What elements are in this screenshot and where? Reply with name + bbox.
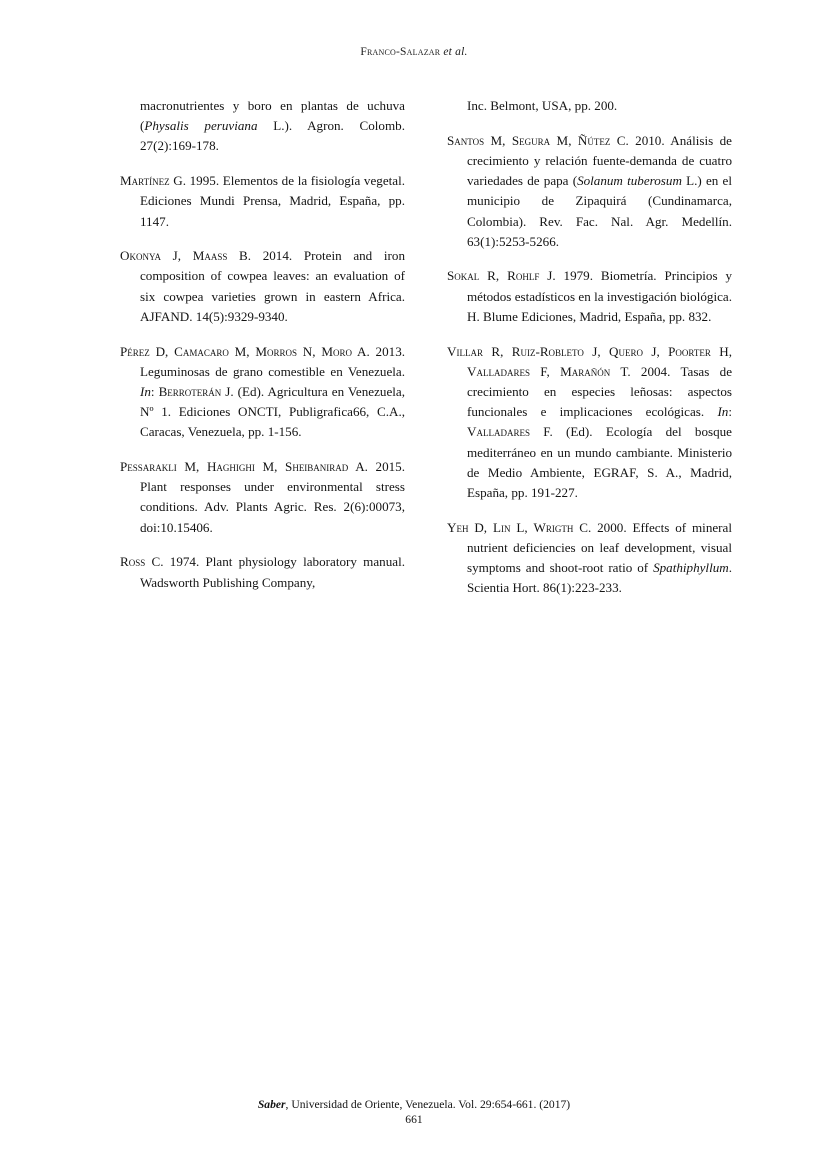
reference-italic-text: Physalis peruviana: [144, 118, 258, 134]
running-header: [0, 46, 828, 58]
reference-author-name: Villar: [447, 343, 483, 359]
reference-text: G. 1995. Elementos de la fisiología vegetal. Ediciones Mundi Prensa, Madrid, España, pp. 1147.: [140, 173, 405, 229]
reference-entry: [447, 131, 732, 252]
reference-text: L.) en el municipio de Zipaquirá (Cundinamarca, Colombia). Rev. Fac. Nal. Agr. Medellín. 63(1):5253-5266.: [467, 173, 732, 249]
references-columns: [120, 96, 732, 598]
right-column: [447, 96, 732, 598]
reference-text: F. (Ed). Ecología del bosque mediterráneo en un mundo cambiante. Ministerio de Medio Ambiente, EGRAF, S. A., Madrid, España, pp. 191-227.: [467, 424, 732, 500]
reference-author-name: Poorter: [668, 343, 711, 359]
reference-text: M,: [254, 459, 286, 475]
reference-text: J,: [160, 248, 193, 264]
reference-author-name: Valladares: [467, 424, 530, 440]
reference-entry: [447, 342, 732, 504]
running-header-etal: et al.: [443, 46, 468, 58]
reference-entry: [120, 457, 405, 538]
left-column: [120, 96, 405, 598]
reference-text: C. 1974. Plant physiology laboratory manual. Wadsworth Publishing Company,: [140, 554, 405, 590]
reference-italic-text: Spathiphyllum: [653, 560, 729, 576]
reference-italic-text: Solanum tuberosum: [577, 173, 682, 189]
reference-italic-text: In: [717, 404, 729, 420]
reference-author-name: Ñútez: [577, 132, 611, 148]
reference-text: L,: [510, 519, 534, 535]
reference-text: N,: [297, 343, 322, 359]
reference-author-name: Rohlf: [507, 268, 540, 284]
reference-text: T. 2004. Tasas de crecimiento en especies leñosas: aspectos funcionales e implicaciones ecológicas.: [467, 363, 733, 420]
reference-author-name: Ruiz-Robleto: [511, 343, 584, 359]
reference-author-name: Maass: [192, 248, 228, 264]
reference-author-name: Segura: [511, 132, 551, 148]
reference-author-name: Martínez: [120, 173, 170, 189]
reference-author-name: Berroterán: [158, 383, 222, 399]
reference-author-name: Marañón: [560, 363, 611, 379]
reference-text: :: [150, 383, 159, 399]
reference-text: B. 2014. Protein and iron composition of cowpea leaves: an evaluation of six cowpea varieties grown in eastern Africa. AJFAND. 14(5):9329-9340.: [140, 248, 405, 324]
reference-entry: [120, 171, 405, 232]
footer-citation-text: , Universidad de Oriente, Venezuela. Vol. 29:654-661. (2017): [285, 1098, 571, 1111]
reference-text: H,: [710, 343, 733, 359]
reference-italic-text: In: [140, 383, 151, 399]
reference-entry: [447, 518, 732, 599]
reference-text: M,: [550, 132, 578, 148]
reference-author-name: Moro: [321, 343, 352, 359]
reference-text: macronutrientes y boro en plantas de uchuva (: [140, 98, 405, 134]
reference-text: M,: [228, 343, 256, 359]
footer-journal-name: Saber: [257, 1098, 286, 1111]
reference-entry: [447, 96, 732, 116]
reference-text: M,: [176, 459, 207, 475]
reference-text: J. (Ed). Agricultura en Venezuela, Nº 1. Ediciones ONCTI, Publigrafica66, C.A., Caracas, Venezuela, pp. 1-156.: [140, 383, 405, 440]
reference-author-name: Pérez: [120, 343, 150, 359]
reference-text: D,: [149, 343, 175, 359]
reference-author-name: Lin: [492, 519, 511, 535]
reference-author-name: Camacaro: [174, 343, 229, 359]
reference-author-name: Yeh: [447, 519, 469, 535]
reference-text: C. 2000. Effects of mineral nutrient deficiencies on leaf development, visual symptoms and shoot-root ratio of: [467, 519, 732, 576]
running-header-authors: Franco-Salazar: [360, 46, 441, 58]
reference-entry: [447, 266, 732, 327]
footer-citation: [0, 1097, 828, 1113]
reference-author-name: Okonya: [120, 248, 161, 264]
reference-author-name: Haghighi: [206, 459, 255, 475]
reference-text: Inc. Belmont, USA, pp. 200.: [467, 98, 618, 113]
reference-text: A. 2015. Plant responses under environmental stress conditions. Adv. Plants Agric. Res. 2(6):00073, doi:10.15406.: [140, 459, 405, 535]
reference-text: A. 2013. Leguminosas de grano comestible en Venezuela.: [140, 343, 406, 379]
reference-text: R,: [482, 343, 512, 359]
reference-author-name: Pessarakli: [120, 459, 177, 475]
reference-author-name: Valladares: [467, 363, 530, 379]
reference-text: M,: [484, 132, 512, 148]
reference-author-name: Wrigth: [533, 519, 574, 535]
reference-text: J,: [643, 343, 669, 359]
reference-author-name: Ross: [120, 554, 146, 570]
reference-text: C. 2010. Análisis de crecimiento y relación fuente-demanda de cuatro variedades de papa (: [467, 132, 732, 189]
reference-text: F,: [529, 363, 561, 379]
reference-author-name: Sokal: [447, 268, 480, 284]
reference-author-name: Sheibanirad: [285, 459, 349, 475]
reference-text: :: [728, 404, 732, 420]
reference-entry: [120, 246, 405, 327]
reference-text: . Scientia Hort. 86(1):223-233.: [467, 560, 732, 596]
reference-entry: [120, 342, 405, 443]
reference-text: J,: [583, 343, 610, 359]
reference-author-name: Quero: [609, 343, 643, 359]
reference-entry: [120, 552, 405, 592]
reference-author-name: Santos: [447, 132, 485, 148]
reference-entry: [120, 96, 405, 157]
reference-text: R,: [479, 268, 508, 284]
reference-text: J. 1979. Biometría. Principios y métodos estadísticos en la investigación biológica. H. Blume Ediciones, Madrid, España, pp. 832.: [467, 268, 733, 324]
reference-text: D,: [468, 519, 493, 535]
reference-text: L.). Agron. Colomb. 27(2):169-178.: [140, 118, 405, 154]
page-number: 661: [405, 1113, 423, 1126]
reference-author-name: Morros: [255, 343, 297, 359]
